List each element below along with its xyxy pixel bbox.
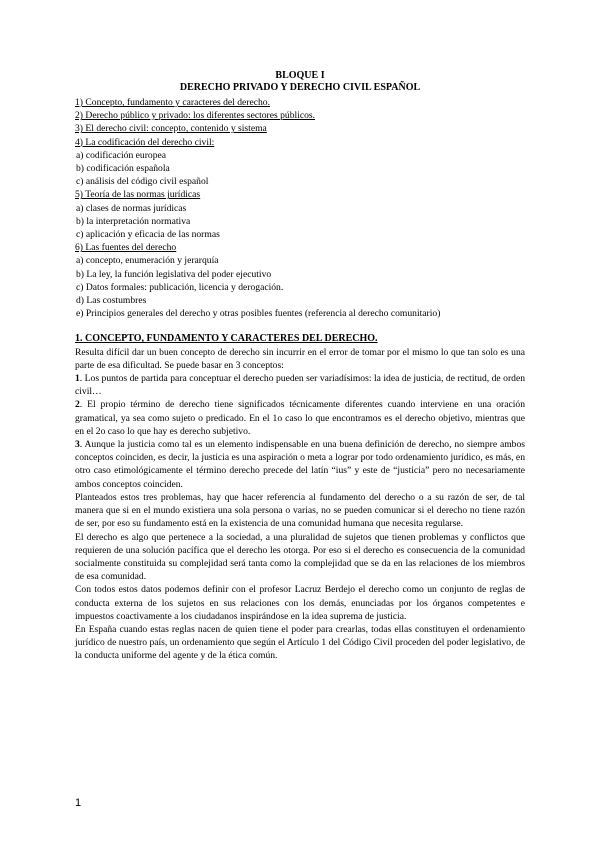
paragraph [75,438,525,491]
toc-subitem: a) concepto, enumeración y jerarquía [76,255,219,267]
page-number: 1 [75,797,82,809]
paragraph-text: En España cuando estas reglas nacen de quien tiene el poder para crearlas, todas ellas constituyen el ordenamiento jurídico de nuestro país, un ordenamiento que según el Artículo 1 del Código Civil proceden del poder legislativo, de la conducta uniforme del agente y de la ética común. [75,623,525,662]
paragraph-number: 2 [75,399,80,411]
toc-subitem: a) clases de normas jurídicas [76,202,187,214]
toc-section-item: 5) Teoría de las normas jurídicas [75,189,201,201]
paragraph [75,623,525,663]
toc-subitem: a) codificación europea [76,149,167,161]
paragraph-text: . Los puntos de partida para conceptuar el derecho pueden ser variadísimos: la idea de justicia, de rectitud, de orden civil… [75,373,525,398]
paragraph [75,583,525,623]
toc-subitem: c) aplicación y eficacia de las normas [76,229,220,241]
paragraph [75,398,525,438]
toc-subitem: b) La ley, la función legislativa del poder ejecutivo [76,268,272,280]
paragraph-text: . El propio término de derecho tiene significados técnicamente diferentes cuando interviene en una oración gramatical, ya sea como sujeto o predicado. En el 1o caso lo que encontramos es el derecho objetivo, mientras que en el 2o caso lo que hay es derecho subjetivo. [75,399,525,437]
section-heading: 1. CONCEPTO, FUNDAMENTO Y CARACTERES DEL DERECHO. [75,333,378,345]
toc-subitem: c) Datos formales: publicación, licencia y derogación. [76,281,284,293]
paragraph-number: 1 [75,373,80,385]
page-content [75,70,525,663]
toc-section-item: 6) Las fuentes del derecho [75,242,177,254]
paragraph-number: 3 [75,439,80,451]
paragraph-text: Con todos estos datos podemos definir con el profesor Lacruz Berdejo el derecho como un conjunto de reglas de conducta externa de los sujetos en sus relaciones con los demás, enunciadas por los órganos competentes e impuestos coactivamente a los ciudadanos inspirándose en la idea suprema de justicia. [75,584,525,622]
toc-subitem: e) Principios generales del derecho y otras posibles fuentes (referencia al derecho comunitario) [76,308,441,320]
paragraph-text: Resulta difícil dar un buen concepto de derecho sin incurrir en el error de tomar por el mismo lo que tan solo es una parte de esa dificultad. Se puede basar en 3 conceptos: [75,346,525,371]
paragraph-text: Planteados estos tres problemas, hay que hacer referencia al fundamento del derecho o a su razón de ser, de tal manera que si en el mundo existiera una sola persona o varias, no se pueden comunicar si el derecho no tiene razón de ser, por eso su fundamento está en la existencia de una comunidad humana que necesita regularse. [75,491,525,530]
toc-subitem: d) Las costumbres [76,295,147,307]
toc-subitem: c) análisis del código civil español [76,176,209,188]
paragraph-text: El derecho es algo que pertenece a la sociedad, a una pluralidad de sujetos que tienen problemas y conflictos que requieren de una solución pacífica que el derecho les otorga. Por eso si el derecho es consecuencia de la comunidad socialmente constituida su complejidad será tanta como la complejidad que se da en las relaciones de los miembros de esa comunidad. [75,531,525,583]
paragraph [75,531,525,584]
block-title: BLOQUE I [275,70,325,81]
paragraph-text: . Aunque la justicia como tal es un elemento indispensable en una buena definición de derecho, no siempre ambos conceptos coinciden, es decir, la justicia es una aspiración o meta a lograr por todo ordenamiento jurídico, es más, en otro caso etimológicamente el término derecho precede del latín “ius” y este de “justicia” pero no necesariamente ambos conceptos coinciden. [75,439,525,490]
toc-section-item: 2) Derecho público y privado: los diferentes sectores públicos. [75,110,316,122]
paragraph [75,346,525,372]
toc-subitem: b) codificación española [76,163,170,175]
toc-section-item: 3) El derecho civil: concepto, contenido y sistema [75,123,267,135]
body-text [75,346,525,663]
table-of-contents [75,96,525,320]
toc-section-item: 4) La codificación del derecho civil: [75,136,215,148]
paragraph [75,491,525,531]
toc-subitem: b) la interpretación normativa [76,215,191,227]
paragraph [75,372,525,398]
toc-section-item: 1) Concepto, fundamento y caracteres del derecho. [75,97,270,108]
document-subtitle: DERECHO PRIVADO Y DERECHO CIVIL ESPAÑOL [179,82,421,93]
